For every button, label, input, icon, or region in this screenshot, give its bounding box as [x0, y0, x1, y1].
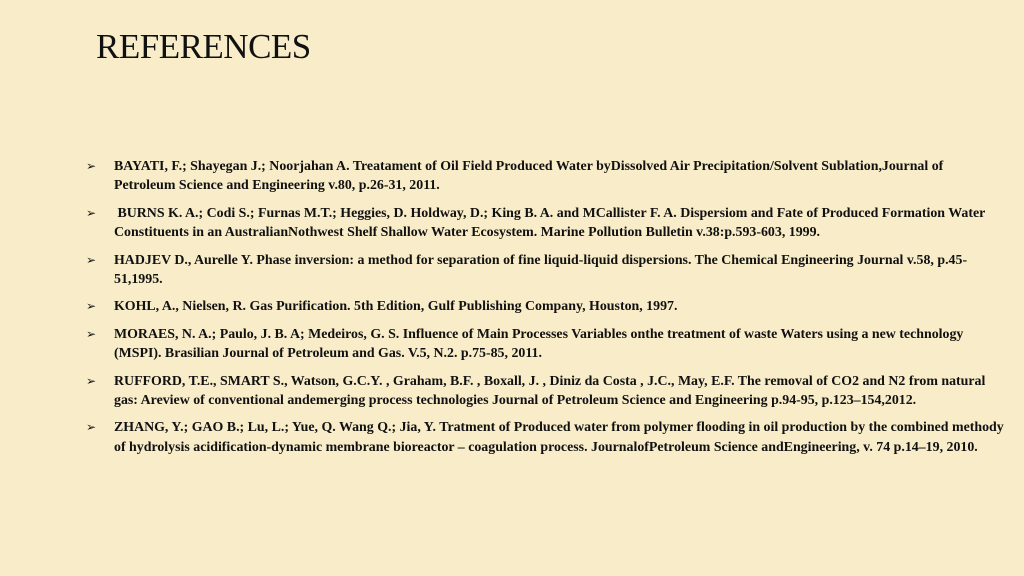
arrow-bullet-icon: ➢ — [86, 326, 97, 341]
page-title: REFERENCES — [96, 27, 311, 66]
reference-text: ZHANG, Y.; GAO B.; Lu, L.; Yue, Q. Wang Q.; Jia, Y. Tratment of Produced water from polymer flooding in oil production by the combined methody of hydrolysis acidification-dynamic membrane bioreactor – coagulation process. JournalofPetroleum Science andEngineering, v. 74 p.14–19, 2010. — [114, 420, 1004, 455]
arrow-bullet-icon: ➢ — [86, 373, 97, 388]
reference-item — [86, 157, 1006, 196]
reference-item — [86, 204, 1006, 243]
reference-item — [86, 297, 1006, 316]
reference-item — [86, 418, 1006, 457]
reference-item — [86, 372, 1006, 411]
reference-text: KOHL, A., Nielsen, R. Gas Purification. 5th Edition, Gulf Publishing Company, Houston, 1997. — [114, 299, 678, 315]
reference-text: HADJEV D., Aurelle Y. Phase inversion: a method for separation of fine liquid-liquid dispersions. The Chemical Engineering Journal v.58, p.45-51,1995. — [114, 252, 968, 288]
reference-item — [86, 325, 1006, 364]
arrow-bullet-icon: ➢ — [86, 299, 97, 314]
reference-text: MORAES, N. A.; Paulo, J. B. A; Medeiros, G. S. Influence of Main Processes Variables onthe treatment of waste Waters using a new technology (MSPI). Brasilian Journal of Petroleum and Gas. V.5, N.2. p.75-85, 2011. — [114, 326, 964, 362]
reference-list — [86, 157, 1006, 465]
reference-item — [86, 251, 1006, 290]
arrow-bullet-icon: ➢ — [86, 420, 97, 435]
arrow-bullet-icon: ➢ — [86, 159, 97, 173]
reference-text: RUFFORD, T.E., SMART S., Watson, G.C.Y. , Graham, B.F. , Boxall, J. , Diniz da Costa , J.C., May, E.F. The removal of CO2 and N2 from natural gas: Areview of conventional andemerging process technologies Journal of Petroleum Science and Engineering p.94-95, p.123–154,2012. — [114, 373, 986, 409]
reference-text: BAYATI, F.; Shayegan J.; Noorjahan A. Treatament of Oil Field Produced Water byDissolved Air Precipitation/Solvent Sublation,Journal of Petroleum Science and Engineering v.80, p.26-31, 2011. — [114, 159, 944, 194]
arrow-bullet-icon: ➢ — [86, 252, 97, 267]
arrow-bullet-icon: ➢ — [86, 205, 97, 220]
reference-text: BURNS K. A.; Codi S.; Furnas M.T.; Heggies, D. Holdway, D.; King B. A. and MCallister F. A. Dispersiom and Fate of Produced Formation Water Constituents in an AustralianNothwest Shelf Shallow Water Ecosystem. Marine Pollution Bulletin v.38:p.593-603, 1999. — [114, 205, 989, 241]
